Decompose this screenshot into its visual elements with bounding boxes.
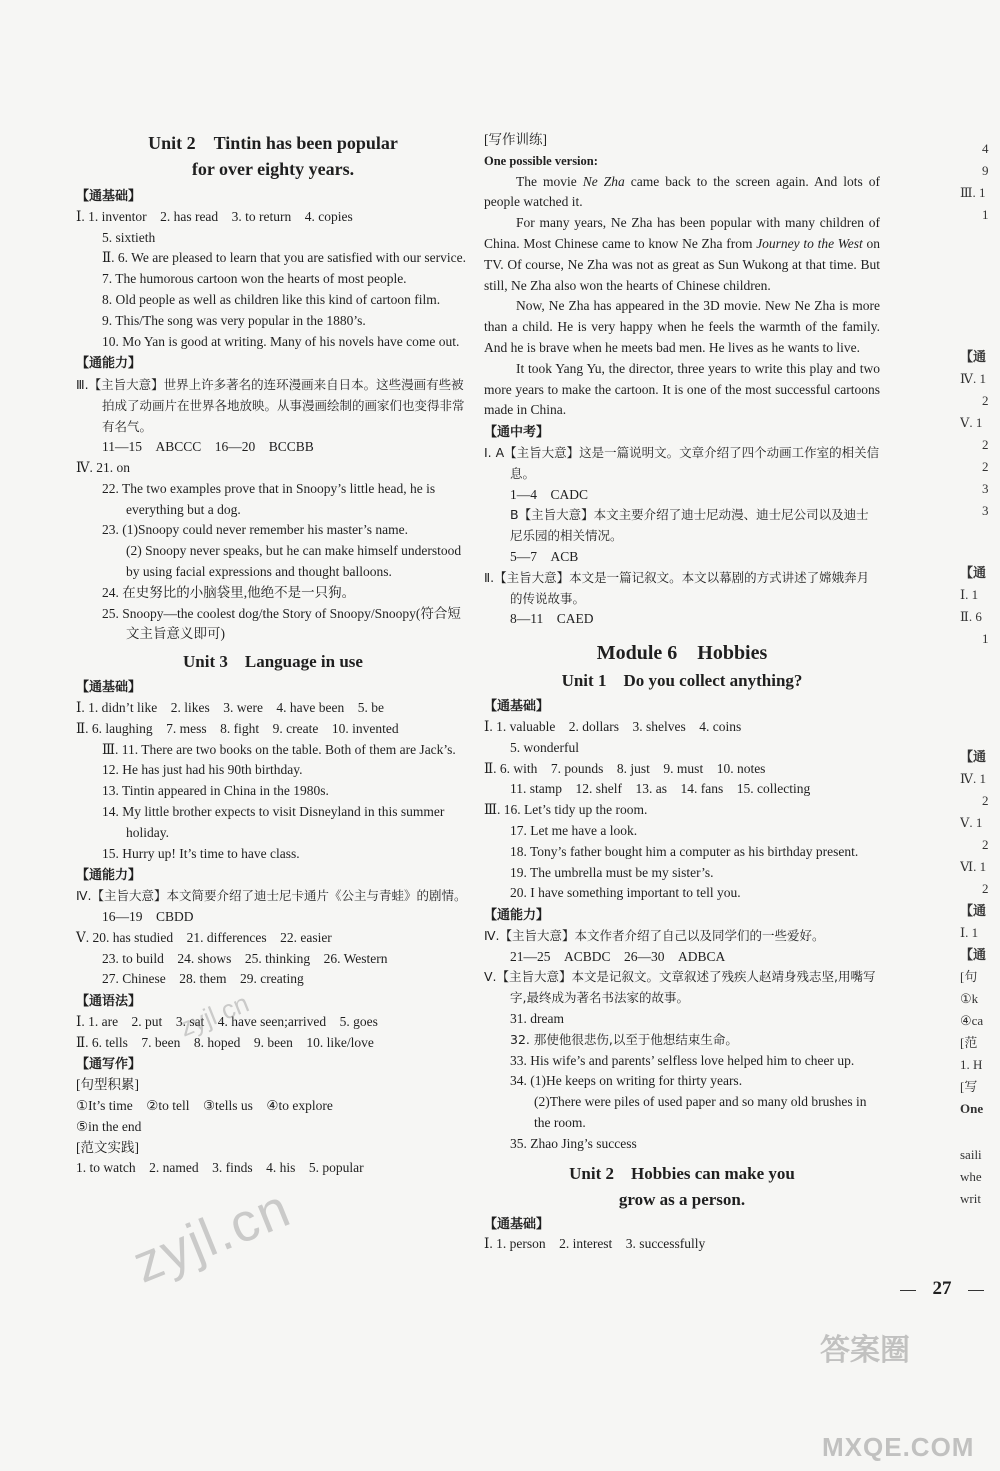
answer-line: 20. I have something important to tell you. <box>510 885 741 901</box>
essay-text: came back to the screen again. And lots of people watched it. <box>484 173 881 210</box>
cropped-text: writ <box>960 1191 981 1206</box>
answer-line: Ⅰ. 1. person 2. interest 3. successfully <box>484 1236 706 1252</box>
answer-line: Ⅰ. 1. inventor 2. has read 3. to return 4. copies <box>76 208 353 224</box>
answer-line: 11—15 ABCCC 16—20 BCCBB <box>102 439 314 455</box>
answer-line: ①It’s time ②to tell ③tells us ④to explore <box>76 1098 333 1114</box>
cropped-text: 1 <box>982 631 989 646</box>
watermark-url: MXQE.COM <box>822 1432 975 1462</box>
essay-text: on TV. Of course, Ne Zha was not as great as Sun Wukong at that time. But still, Ne Zha also won the hearts of Chinese children. <box>484 235 881 293</box>
section-basic: 【通基础】 <box>484 1215 550 1231</box>
answer-line: 5—7 ACB <box>510 548 579 564</box>
answer-line: 22. The two examples prove that in Snoopy’s little head, he is everything but a dog. <box>102 480 436 517</box>
subsection-label: [写作训练] <box>484 132 547 147</box>
answer-line: 7. The humorous cartoon won the hearts of most people. <box>102 271 407 287</box>
answer-line: Ⅴ. 20. has studied 21. differences 22. easier <box>76 929 332 945</box>
essay-title-italic: Ne Zha <box>582 173 625 189</box>
answer-line: 23. (1)Snoopy could never remember his master’s name. <box>102 522 409 538</box>
cropped-text: 【通 <box>960 903 987 918</box>
answer-line: Ⅰ. A【主旨大意】这是一篇说明文。文章介绍了四个动画工作室的相关信息。 <box>484 444 880 481</box>
cropped-text: Ⅴ. 1 <box>960 815 983 830</box>
answer-line: ⑤in the end <box>76 1118 142 1134</box>
essay-paragraph: It took Yang Yu, the director, three years to write this play and two more years to make the cartoon. It is one of the most successful cartoons made in China. <box>484 360 880 418</box>
cropped-text: 2 <box>982 837 989 852</box>
unit2-title: Unit 2 Hobbies can make you <box>569 1163 795 1183</box>
answer-line: 25. Snoopy—the coolest dog/the Story of Snoopy/Snoopy(符合短文主旨意义即可) <box>102 605 461 642</box>
answer-line: 1—4 CADC <box>510 486 589 502</box>
cropped-text: Ⅴ. 1 <box>960 415 983 430</box>
cropped-text: 3 <box>982 503 989 518</box>
answer-line: 9. This/The song was very popular in the 1880’s. <box>102 312 366 328</box>
answer-line: (2)There were piles of used paper and so many old brushes in the room. <box>534 1094 867 1131</box>
unit2-title-line2: for over eighty years. <box>191 159 355 179</box>
section-basic: 【通基础】 <box>76 679 142 695</box>
answer-line: 32. 那使他很悲伤,以至于他想结束生命。 <box>510 1031 738 1047</box>
cropped-text: One <box>960 1101 984 1116</box>
answer-line: 8—11 CAED <box>510 611 594 627</box>
answer-line: 1. to watch 2. named 3. finds 4. his 5. popular <box>76 1160 364 1176</box>
essay-paragraph: Now, Ne Zha has appeared in the 3D movie. New Ne Zha is more than a child. He is very happy when he feels the warmth of the family. And he is brave when he meets bad men. He lives as he wants to live. <box>484 298 880 355</box>
answer-line: Ⅱ.【主旨大意】本文是一篇记叙文。本文以幕剧的方式讲述了嫦娥奔月的传说故事。 <box>484 569 870 606</box>
answer-line: 34. (1)He keeps on writing for thirty years. <box>510 1073 743 1089</box>
answer-line: Ⅰ. 1. valuable 2. dollars 3. shelves 4. coins <box>484 718 742 734</box>
answer-line: 21—25 ACBDC 26—30 ADBCA <box>510 948 726 964</box>
essay-paragraph <box>484 213 880 296</box>
answer-line: Ⅲ. 11. There are two books on the table. Both of them are Jack’s. <box>102 741 456 757</box>
cropped-text: 4 <box>982 141 989 156</box>
answer-line: 33. His wife’s and parents’ selfless love helped him to cheer up. <box>510 1052 855 1068</box>
middle-column <box>484 130 880 1255</box>
answer-line: 31. dream <box>510 1011 564 1027</box>
answer-line: 5. wonderful <box>510 739 579 755</box>
cropped-text: ①k <box>960 991 979 1006</box>
cropped-text: 2 <box>982 393 989 408</box>
section-basic: 【通基础】 <box>76 188 142 203</box>
version-label: One possible version: <box>484 153 598 168</box>
watermark-logo: 答案圈 <box>820 1333 910 1368</box>
cropped-text: [范 <box>960 1035 978 1050</box>
answer-line: 24. 在史努比的小脑袋里,他绝不是一只狗。 <box>102 584 356 600</box>
cropped-text: Ⅵ. 1 <box>960 859 987 874</box>
cropped-text: Ⅰ. 1 <box>960 587 979 602</box>
cropped-text: 2 <box>982 881 989 896</box>
cropped-text: Ⅲ. 1 <box>960 185 986 200</box>
cropped-text: Ⅱ. 6 <box>960 609 982 624</box>
essay-paragraph <box>484 172 880 214</box>
essay-title-italic: Journey to the West <box>756 235 863 251</box>
unit1-title: Unit 1 Do you collect anything? <box>561 671 803 691</box>
cropped-text: 9 <box>982 163 989 178</box>
section-ability: 【通能力】 <box>76 867 142 883</box>
cropped-text: whe <box>960 1169 982 1184</box>
cropped-text: 【通 <box>960 565 987 580</box>
cropped-text: 2 <box>982 437 989 452</box>
section-exam: 【通中考】 <box>484 424 550 440</box>
subsection-label: [范文实践] <box>76 1139 139 1155</box>
cropped-text: Ⅰ. 1 <box>960 925 979 940</box>
essay-text: The movie <box>516 173 583 189</box>
cropped-text: 【通 <box>960 349 987 364</box>
answer-line: Ⅰ. 1. are 2. put 3. sat 4. have seen;arrived 5. goes <box>76 1013 378 1029</box>
left-column <box>76 130 470 1179</box>
right-column-cropped <box>960 130 1000 1300</box>
cropped-text: 3 <box>982 481 989 496</box>
answer-line: B【主旨大意】本文主要介绍了迪士尼动漫、迪士尼公司以及迪士尼乐园的相关情况。 <box>510 507 869 544</box>
answer-line: 5. sixtieth <box>102 229 156 245</box>
answer-line: Ⅲ. 16. Let’s tidy up the room. <box>484 802 648 818</box>
essay-text: For many years, Ne Zha has been popular with many children of China. Most Chinese came to know Ne Zha from <box>484 215 880 251</box>
cropped-text: [写 <box>960 1079 978 1094</box>
answer-line: 27. Chinese 28. them 29. creating <box>102 971 304 987</box>
answer-line: 13. Tintin appeared in China in the 1980s. <box>102 783 329 799</box>
answer-line: 23. to build 24. shows 25. thinking 26. Western <box>102 950 388 966</box>
cropped-text: 【通 <box>960 947 987 962</box>
answer-line: Ⅱ. 6. We are pleased to learn that you are satisfied with our service. <box>102 250 466 266</box>
unit2-title: Unit 2 Tintin has been popular <box>148 133 398 153</box>
answer-line: Ⅱ. 6. tells 7. been 8. hoped 9. been 10. like/love <box>76 1034 374 1050</box>
answer-line: 11. stamp 12. shelf 13. as 14. fans 15. collecting <box>510 781 811 797</box>
section-ability: 【通能力】 <box>76 355 142 371</box>
section-basic: 【通基础】 <box>484 698 550 714</box>
unit3-title: Unit 3 Language in use <box>183 652 363 672</box>
answer-line: Ⅴ.【主旨大意】本文是记叙文。文章叙述了残疾人赵靖身残志坚,用嘴写字,最终成为著名书法家的故事。 <box>484 969 876 1006</box>
watermark: zyjl.cn <box>174 987 254 1043</box>
answer-line: 35. Zhao Jing’s success <box>510 1135 637 1151</box>
answer-line: 12. He has just had his 90th birthday. <box>102 762 303 778</box>
module-title: Module 6 Hobbies <box>596 642 768 665</box>
watermark: zyjl.cn <box>124 1177 300 1295</box>
answer-line: Ⅳ.【主旨大意】本文作者介绍了自己以及同学们的一些爱好。 <box>484 927 825 943</box>
section-ability: 【通能力】 <box>484 907 550 923</box>
cropped-text: 【通 <box>960 749 987 764</box>
answer-line: Ⅳ.【主旨大意】本文简要介绍了迪士尼卡通片《公主与青蛙》的剧情。 <box>76 888 467 904</box>
section-writing: 【通写作】 <box>76 1056 142 1072</box>
unit2-title-line2: grow as a person. <box>618 1189 746 1209</box>
answer-line: 10. Mo Yan is good at writing. Many of his novels have come out. <box>102 333 460 349</box>
cropped-text: 2 <box>982 459 989 474</box>
page-number: 27 <box>912 1278 972 1300</box>
cropped-text: 1 <box>982 207 989 222</box>
cropped-text: Ⅳ. 1 <box>960 771 986 786</box>
subsection-label: [句型积累] <box>76 1077 139 1093</box>
answer-line: Ⅱ. 6. laughing 7. mess 8. fight 9. create 10. invented <box>76 720 399 736</box>
section-grammar: 【通语法】 <box>76 993 142 1009</box>
answer-line: Ⅱ. 6. with 7. pounds 8. just 9. must 10. notes <box>484 760 766 776</box>
answer-line: 17. Let me have a look. <box>510 822 638 838</box>
answer-line: Ⅲ.【主旨大意】世界上许多著名的连环漫画来自日本。这些漫画有些被拍成了动画片在世界各地放映。从事漫画绘制的画家们也变得非常有名气。 <box>76 377 465 435</box>
answer-line: 15. Hurry up! It’s time to have class. <box>102 845 300 861</box>
cropped-text: 2 <box>982 793 989 808</box>
answer-line: 16—19 CBDD <box>102 908 194 924</box>
answer-line: Ⅰ. 1. didn’t like 2. likes 3. were 4. have been 5. be <box>76 699 385 715</box>
answer-line: 19. The umbrella must be my sister’s. <box>510 864 714 880</box>
answer-line: 18. Tony’s father bought him a computer as his birthday present. <box>510 843 859 859</box>
answer-line: 14. My little brother expects to visit Disneyland in this summer holiday. <box>102 803 445 840</box>
answer-line: (2) Snoopy never speaks, but he can make himself understood by using facial expressions and thought balloons. <box>126 543 462 579</box>
cropped-text: ④ca <box>960 1013 984 1028</box>
cropped-text: Ⅳ. 1 <box>960 371 986 386</box>
cropped-text: 1. H <box>960 1057 983 1072</box>
answer-line: 8. Old people as well as children like this kind of cartoon film. <box>102 291 441 307</box>
cropped-text: [句 <box>960 969 978 984</box>
answer-line: Ⅳ. 21. on <box>76 459 130 475</box>
cropped-text: saili <box>960 1147 982 1162</box>
